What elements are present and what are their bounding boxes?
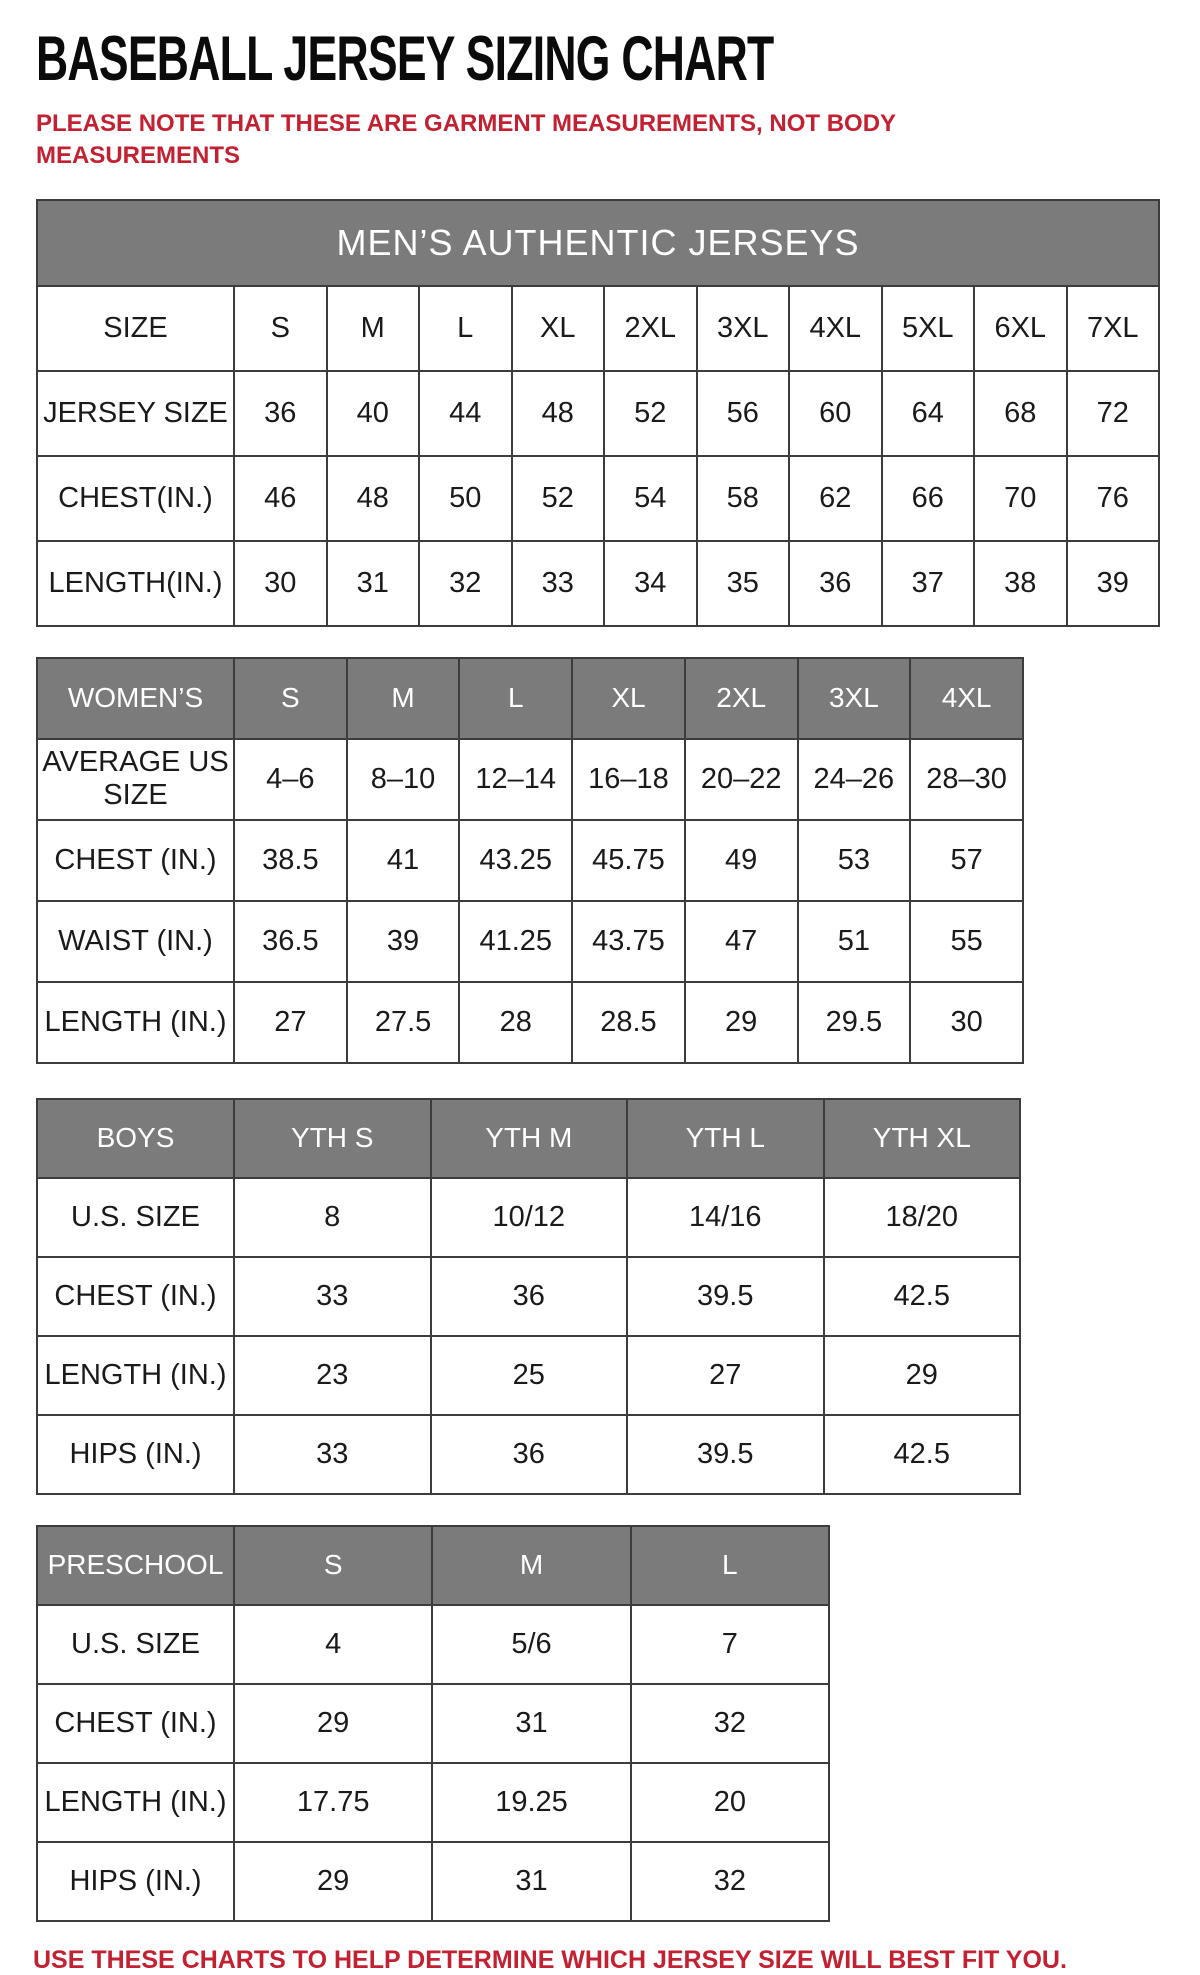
mens-header-cell: M <box>327 286 420 371</box>
mens-value-cell: 72 <box>1067 371 1160 456</box>
boys-value-cell: 10/12 <box>431 1178 628 1257</box>
mens-value-cell: 34 <box>604 541 697 626</box>
preschool-row-label: LENGTH (IN.) <box>37 1763 234 1842</box>
boys-data-row <box>37 1336 1020 1415</box>
boys-value-cell: 27 <box>627 1336 824 1415</box>
mens-value-cell: 40 <box>327 371 420 456</box>
preschool-header-row <box>37 1526 829 1605</box>
preschool-row-label: HIPS (IN.) <box>37 1842 234 1921</box>
mens-value-cell: 36 <box>789 541 882 626</box>
womens-header-cell: 3XL <box>798 658 911 739</box>
womens-value-cell: 16–18 <box>572 739 685 820</box>
boys-header-cell: YTH S <box>234 1099 431 1178</box>
mens-header-cell: L <box>419 286 512 371</box>
preschool-row-label: U.S. SIZE <box>37 1605 234 1684</box>
boys-value-cell: 25 <box>431 1336 628 1415</box>
boys-value-cell: 33 <box>234 1415 431 1494</box>
mens-value-cell: 48 <box>327 456 420 541</box>
mens-value-cell: 66 <box>882 456 975 541</box>
boys-header-cell: YTH M <box>431 1099 628 1178</box>
mens-value-cell: 46 <box>234 456 327 541</box>
mens-value-cell: 36 <box>234 371 327 456</box>
womens-data-row <box>37 982 1023 1063</box>
mens-header-cell: 7XL <box>1067 286 1160 371</box>
mens-row-label: JERSEY SIZE <box>37 371 234 456</box>
boys-value-cell: 39.5 <box>627 1415 824 1494</box>
preschool-value-cell: 7 <box>631 1605 829 1684</box>
boys-header-cell: YTH XL <box>824 1099 1021 1178</box>
mens-header-cell: 5XL <box>882 286 975 371</box>
womens-value-cell: 57 <box>910 820 1023 901</box>
womens-value-cell: 4–6 <box>234 739 347 820</box>
preschool-value-cell: 4 <box>234 1605 432 1684</box>
boys-data-row <box>37 1257 1020 1336</box>
mens-value-cell: 64 <box>882 371 975 456</box>
boys-value-cell: 39.5 <box>627 1257 824 1336</box>
womens-value-cell: 51 <box>798 901 911 982</box>
womens-value-cell: 20–22 <box>685 739 798 820</box>
womens-value-cell: 36.5 <box>234 901 347 982</box>
mens-value-cell: 38 <box>974 541 1067 626</box>
preschool-value-cell: 5/6 <box>432 1605 630 1684</box>
mens-header-cell: 6XL <box>974 286 1067 371</box>
womens-value-cell: 41.25 <box>459 901 572 982</box>
boys-header-row <box>37 1099 1020 1178</box>
preschool-header-cell: L <box>631 1526 829 1605</box>
womens-row-label: CHEST (IN.) <box>37 820 234 901</box>
mens-value-cell: 76 <box>1067 456 1160 541</box>
boys-data-row <box>37 1415 1020 1494</box>
mens-header-cell: 3XL <box>697 286 790 371</box>
boys-value-cell: 14/16 <box>627 1178 824 1257</box>
womens-value-cell: 55 <box>910 901 1023 982</box>
boys-value-cell: 18/20 <box>824 1178 1021 1257</box>
womens-value-cell: 12–14 <box>459 739 572 820</box>
preschool-table <box>36 1525 1200 1922</box>
mens-value-cell: 35 <box>697 541 790 626</box>
mens-header-cell: 2XL <box>604 286 697 371</box>
preschool-data-row <box>37 1842 829 1921</box>
mens-row-label: LENGTH(IN.) <box>37 541 234 626</box>
boys-value-cell: 23 <box>234 1336 431 1415</box>
womens-value-cell: 53 <box>798 820 911 901</box>
womens-value-cell: 43.75 <box>572 901 685 982</box>
mens-value-cell: 33 <box>512 541 605 626</box>
boys-header-cell: YTH L <box>627 1099 824 1178</box>
mens-header-row <box>37 286 1159 371</box>
mens-value-cell: 60 <box>789 371 882 456</box>
womens-value-cell: 29.5 <box>798 982 911 1063</box>
womens-value-cell: 8–10 <box>347 739 460 820</box>
womens-value-cell: 28–30 <box>910 739 1023 820</box>
boys-row-label: U.S. SIZE <box>37 1178 234 1257</box>
womens-value-cell: 39 <box>347 901 460 982</box>
boys-value-cell: 36 <box>431 1257 628 1336</box>
womens-header-cell: XL <box>572 658 685 739</box>
mens-value-cell: 58 <box>697 456 790 541</box>
womens-value-cell: 45.75 <box>572 820 685 901</box>
page-title: BASEBALL JERSEY SIZING CHART <box>36 23 774 94</box>
mens-header-cell: XL <box>512 286 605 371</box>
mens-data-row <box>37 541 1159 626</box>
mens-value-cell: 52 <box>604 371 697 456</box>
womens-header-cell: S <box>234 658 347 739</box>
boys-grid <box>36 1098 1021 1495</box>
mens-value-cell: 56 <box>697 371 790 456</box>
preschool-header-label: PRESCHOOL <box>37 1526 234 1605</box>
boys-value-cell: 8 <box>234 1178 431 1257</box>
mens-value-cell: 39 <box>1067 541 1160 626</box>
mens-data-row <box>37 456 1159 541</box>
womens-value-cell: 43.25 <box>459 820 572 901</box>
preschool-data-row <box>37 1605 829 1684</box>
mens-header-cell: S <box>234 286 327 371</box>
mens-value-cell: 30 <box>234 541 327 626</box>
mens-value-cell: 70 <box>974 456 1067 541</box>
womens-row-label: LENGTH (IN.) <box>37 982 234 1063</box>
boys-header-label: BOYS <box>37 1099 234 1178</box>
womens-data-row <box>37 820 1023 901</box>
preschool-value-cell: 31 <box>432 1684 630 1763</box>
womens-value-cell: 29 <box>685 982 798 1063</box>
mens-value-cell: 32 <box>419 541 512 626</box>
preschool-value-cell: 29 <box>234 1684 432 1763</box>
womens-value-cell: 30 <box>910 982 1023 1063</box>
womens-value-cell: 47 <box>685 901 798 982</box>
garment-measurements-note: PLEASE NOTE THAT THESE ARE GARMENT MEASUREMENTS, NOT BODY MEASUREMENTS <box>36 110 896 169</box>
womens-value-cell: 49 <box>685 820 798 901</box>
preschool-value-cell: 29 <box>234 1842 432 1921</box>
womens-data-row <box>37 901 1023 982</box>
mens-header-label: SIZE <box>37 286 234 371</box>
womens-header-cell: L <box>459 658 572 739</box>
mens-grid <box>36 199 1160 627</box>
footer-note: USE THESE CHARTS TO HELP DETERMINE WHICH JERSEY SIZE WILL BEST FIT YOU. <box>33 1945 1067 1974</box>
womens-header-cell: 2XL <box>685 658 798 739</box>
womens-value-cell: 41 <box>347 820 460 901</box>
preschool-data-row <box>37 1763 829 1842</box>
mens-value-cell: 31 <box>327 541 420 626</box>
womens-value-cell: 38.5 <box>234 820 347 901</box>
preschool-value-cell: 31 <box>432 1842 630 1921</box>
womens-row-label: AVERAGE US SIZE <box>37 739 234 820</box>
boys-row-label: HIPS (IN.) <box>37 1415 234 1494</box>
preschool-value-cell: 17.75 <box>234 1763 432 1842</box>
preschool-grid <box>36 1525 830 1922</box>
boys-value-cell: 33 <box>234 1257 431 1336</box>
womens-header-label: WOMEN’S <box>37 658 234 739</box>
preschool-value-cell: 20 <box>631 1763 829 1842</box>
mens-value-cell: 48 <box>512 371 605 456</box>
womens-table <box>36 657 1200 1064</box>
womens-value-cell: 28.5 <box>572 982 685 1063</box>
boys-row-label: LENGTH (IN.) <box>37 1336 234 1415</box>
boys-value-cell: 36 <box>431 1415 628 1494</box>
mens-value-cell: 37 <box>882 541 975 626</box>
womens-value-cell: 27 <box>234 982 347 1063</box>
womens-value-cell: 24–26 <box>798 739 911 820</box>
mens-row-label: CHEST(IN.) <box>37 456 234 541</box>
boys-data-row <box>37 1178 1020 1257</box>
mens-value-cell: 52 <box>512 456 605 541</box>
womens-data-row <box>37 739 1023 820</box>
preschool-value-cell: 19.25 <box>432 1763 630 1842</box>
preschool-data-row <box>37 1684 829 1763</box>
mens-data-row <box>37 371 1159 456</box>
mens-banner-title: MEN’S AUTHENTIC JERSEYS <box>37 200 1159 286</box>
boys-value-cell: 42.5 <box>824 1257 1021 1336</box>
mens-value-cell: 68 <box>974 371 1067 456</box>
womens-header-cell: M <box>347 658 460 739</box>
preschool-value-cell: 32 <box>631 1684 829 1763</box>
mens-value-cell: 62 <box>789 456 882 541</box>
womens-header-row <box>37 658 1023 739</box>
preschool-value-cell: 32 <box>631 1842 829 1921</box>
womens-grid <box>36 657 1024 1064</box>
boys-value-cell: 29 <box>824 1336 1021 1415</box>
mens-value-cell: 54 <box>604 456 697 541</box>
mens-header-cell: 4XL <box>789 286 882 371</box>
womens-row-label: WAIST (IN.) <box>37 901 234 982</box>
preschool-header-cell: M <box>432 1526 630 1605</box>
womens-value-cell: 28 <box>459 982 572 1063</box>
preschool-row-label: CHEST (IN.) <box>37 1684 234 1763</box>
mens-banner-row <box>37 200 1159 286</box>
womens-value-cell: 27.5 <box>347 982 460 1063</box>
mens-value-cell: 44 <box>419 371 512 456</box>
mens-authentic-jerseys-table <box>36 199 1200 627</box>
womens-header-cell: 4XL <box>910 658 1023 739</box>
mens-value-cell: 50 <box>419 456 512 541</box>
boys-row-label: CHEST (IN.) <box>37 1257 234 1336</box>
preschool-header-cell: S <box>234 1526 432 1605</box>
boys-table <box>36 1098 1200 1495</box>
boys-value-cell: 42.5 <box>824 1415 1021 1494</box>
